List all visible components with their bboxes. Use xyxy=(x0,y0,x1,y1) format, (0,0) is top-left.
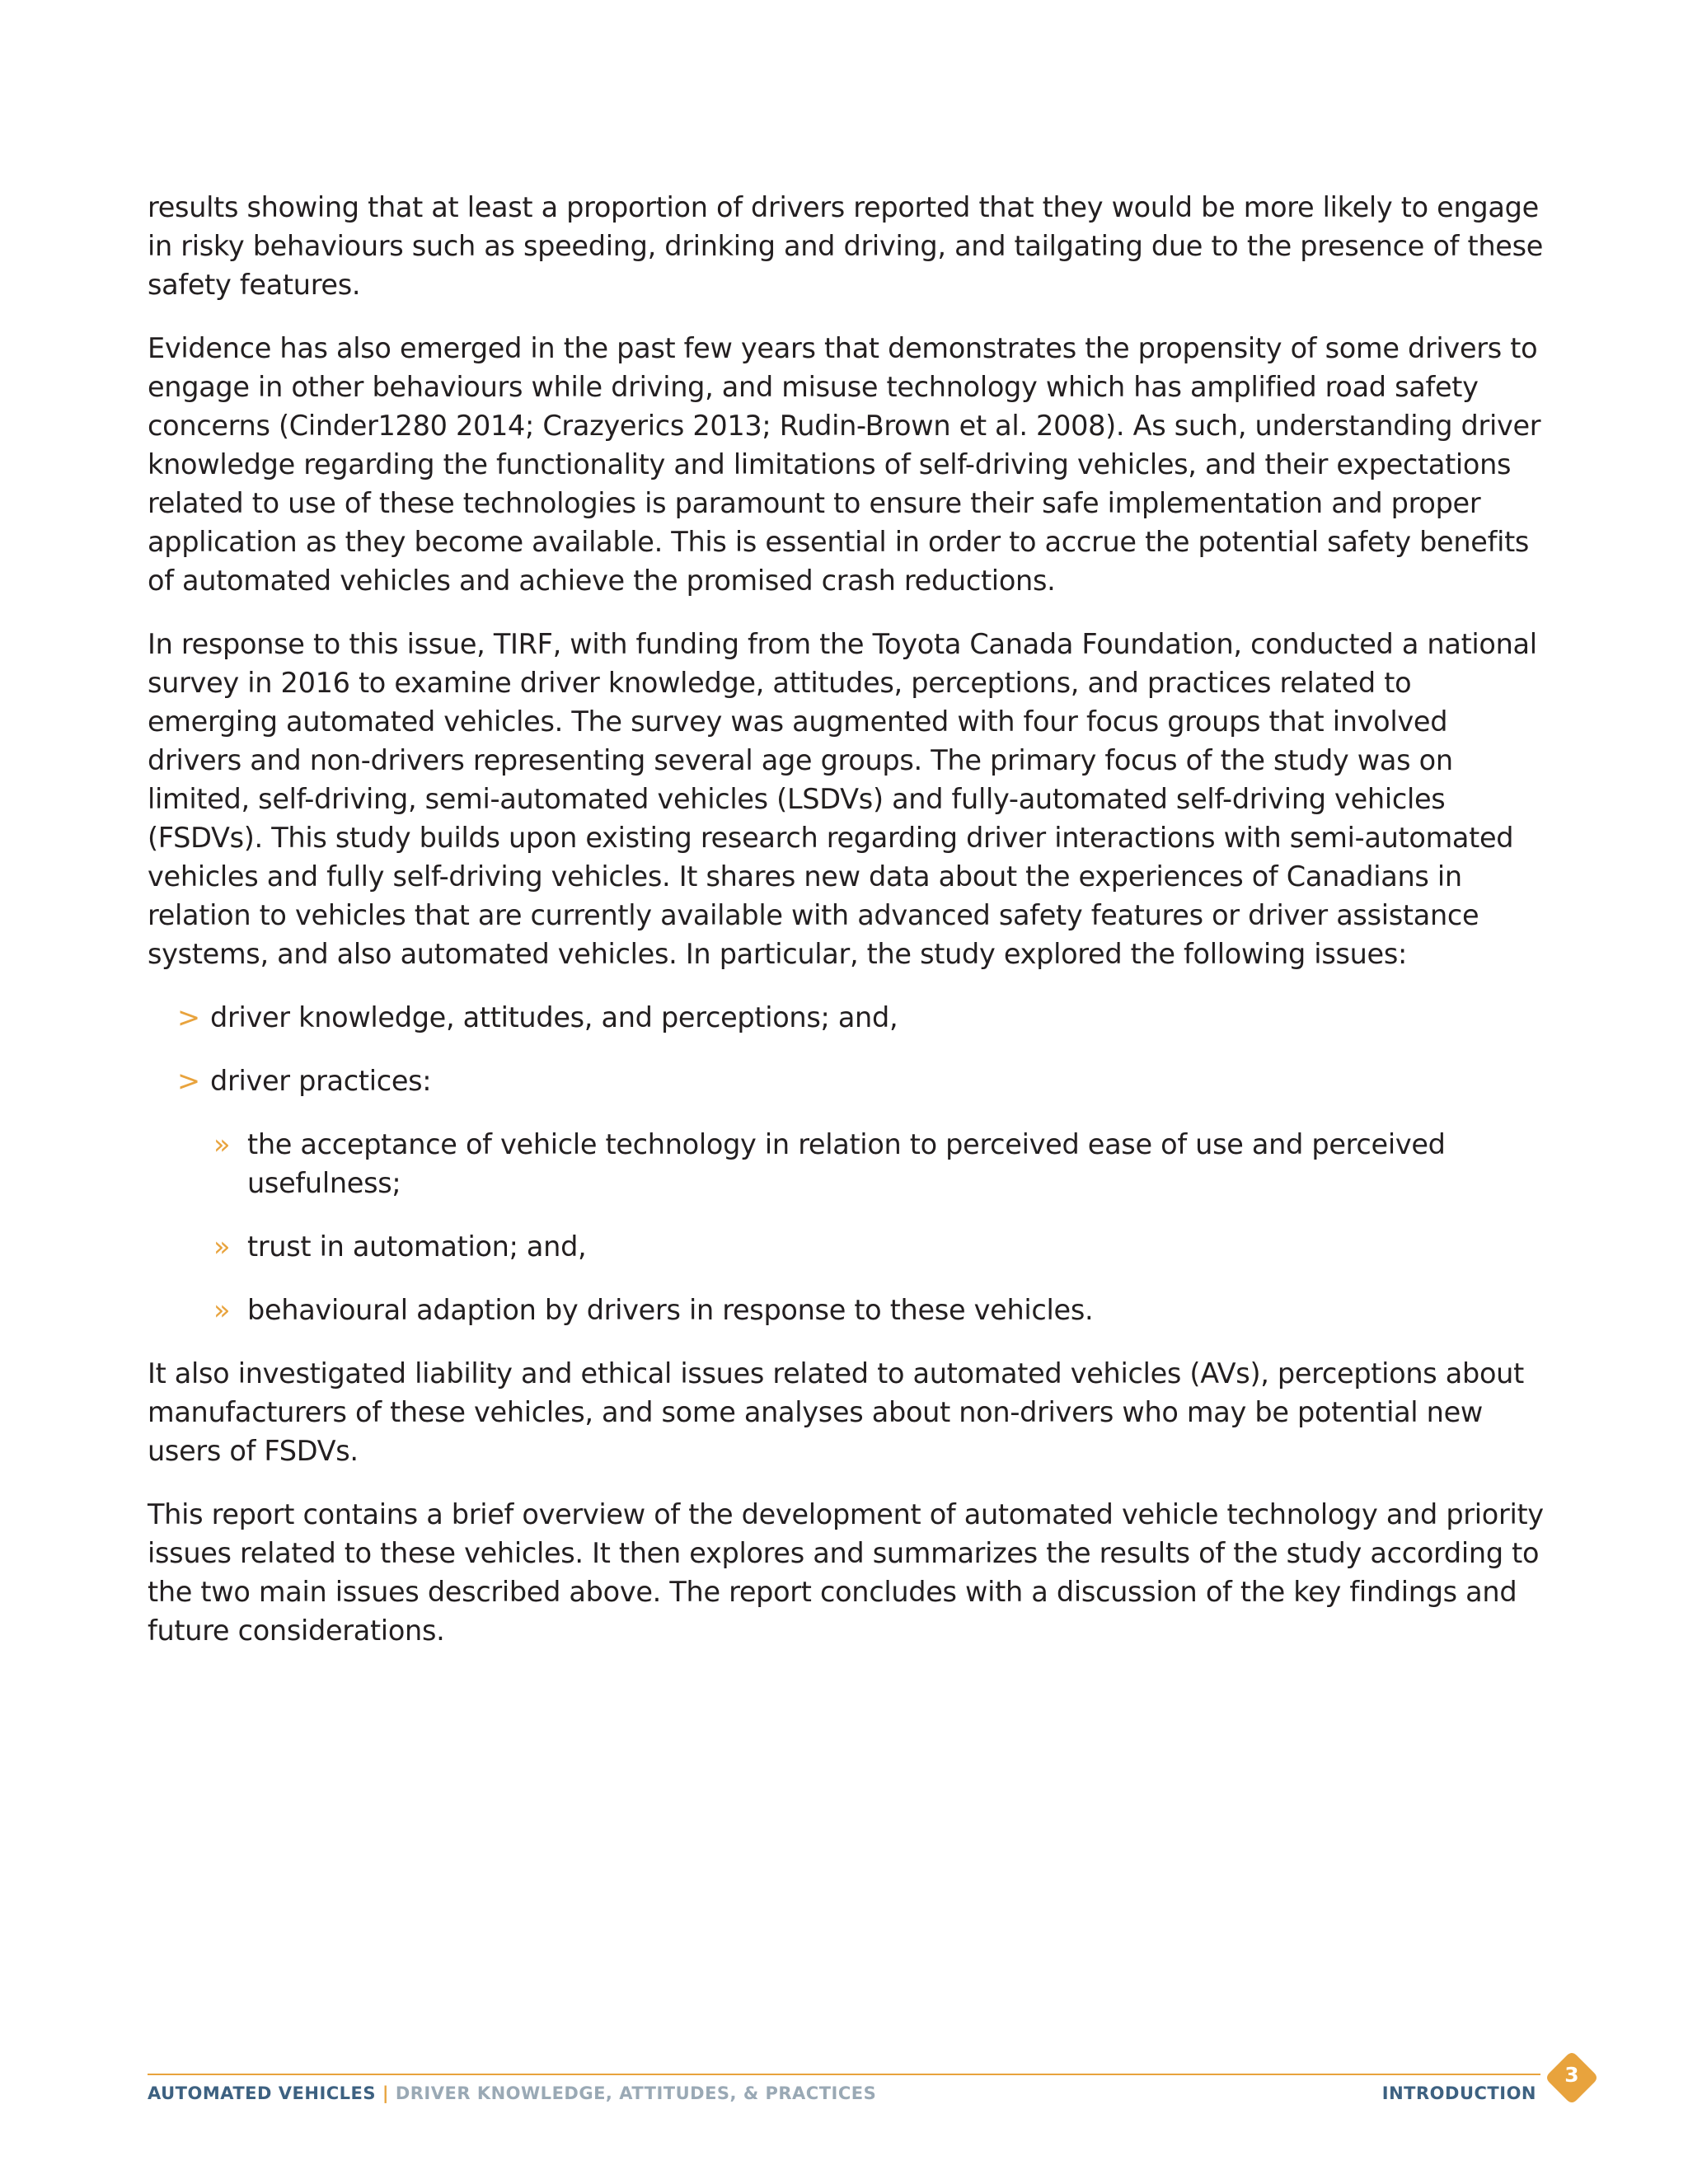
sub-list-item xyxy=(148,1291,1549,1329)
double-chevron-right-icon: » xyxy=(213,1294,231,1326)
page-number: 3 xyxy=(1564,2063,1579,2087)
footer-divider xyxy=(148,2074,1540,2075)
chevron-right-icon: > xyxy=(177,1065,200,1097)
paragraph: In response to this issue, TIRF, with funding from the Toyota Canada Foundation, conducted a national survey in 2016 to examine driver knowledge, attitudes, perceptions, and practices related to emerging automated vehicles. The survey was augmented with four focus groups that involved drivers and non-drivers representing several age groups. The primary focus of the study was on limited, self-driving, semi-automated vehicles (LSDVs) and fully-automated self-driving vehicles (FSDVs). This study builds upon existing research regarding driver interactions with semi-automated vehicles and fully self-driving vehicles. It shares new data about the experiences of Canadians in relation to vehicles that are currently available with advanced safety features or driver assistance systems, and also automated vehicles. In particular, the study explored the following issues: xyxy=(148,628,1537,970)
paragraph: This report contains a brief overview of the development of automated vehicle technology and priority issues related to these vehicles. It then explores and summarizes the results of the study according to the two main issues described above. The report concludes with a discussion of the key findings and future considerations. xyxy=(148,1498,1544,1647)
paragraph: It also investigated liability and ethical issues related to automated vehicles (AVs), perceptions about manufacturers of these vehicles, and some analyses about non-drivers who may be potential new users of FSDVs. xyxy=(148,1357,1524,1467)
sub-list-item xyxy=(148,1227,1549,1266)
footer-subtitle: DRIVER KNOWLEDGE, ATTITUDES, & PRACTICES xyxy=(395,2083,877,2103)
chevron-right-icon: > xyxy=(177,1001,200,1033)
list-item-text: driver practices: xyxy=(210,1065,432,1097)
list-item xyxy=(148,998,1549,1037)
sub-list-item-text: trust in automation; and, xyxy=(247,1230,587,1263)
paragraph: results showing that at least a proportion of drivers reported that they would be more likely to engage in risky behaviours such as speeding, drinking and driving, and tailgating due to the presence of these safety features. xyxy=(148,191,1544,301)
page-number-badge xyxy=(1545,2050,1599,2105)
footer-title: AUTOMATED VEHICLES xyxy=(148,2083,377,2103)
double-chevron-right-icon: » xyxy=(213,1128,231,1160)
list-item-text: driver knowledge, attitudes, and perceptions; and, xyxy=(210,1001,898,1033)
document-body xyxy=(148,188,1549,1675)
footer-separator: | xyxy=(382,2083,390,2103)
double-chevron-right-icon: » xyxy=(213,1230,231,1263)
sub-list-item-text: behavioural adaption by drivers in response to these vehicles. xyxy=(247,1294,1094,1326)
issues-list xyxy=(148,998,1549,1329)
sub-list-item-text: the acceptance of vehicle technology in relation to perceived ease of use and perceived usefulness; xyxy=(247,1128,1446,1199)
list-item xyxy=(148,1062,1549,1100)
sub-list-item xyxy=(148,1125,1549,1202)
footer-report-title xyxy=(148,2083,876,2103)
footer-section-name: INTRODUCTION xyxy=(1381,2083,1536,2103)
paragraph: Evidence has also emerged in the past few years that demonstrates the propensity of some drivers to engage in other behaviours while driving, and misuse technology which has amplified road safety concerns (Cinder1280 2014; Crazyerics 2013; Rudin-Brown et al. 2008). As such, understanding driver knowledge regarding the functionality and limitations of self-driving vehicles, and their expectations related to use of these technologies is paramount to ensure their safe implementation and proper application as they become available. This is essential in order to accrue the potential safety benefits of automated vehicles and achieve the promised crash reductions. xyxy=(148,332,1541,597)
